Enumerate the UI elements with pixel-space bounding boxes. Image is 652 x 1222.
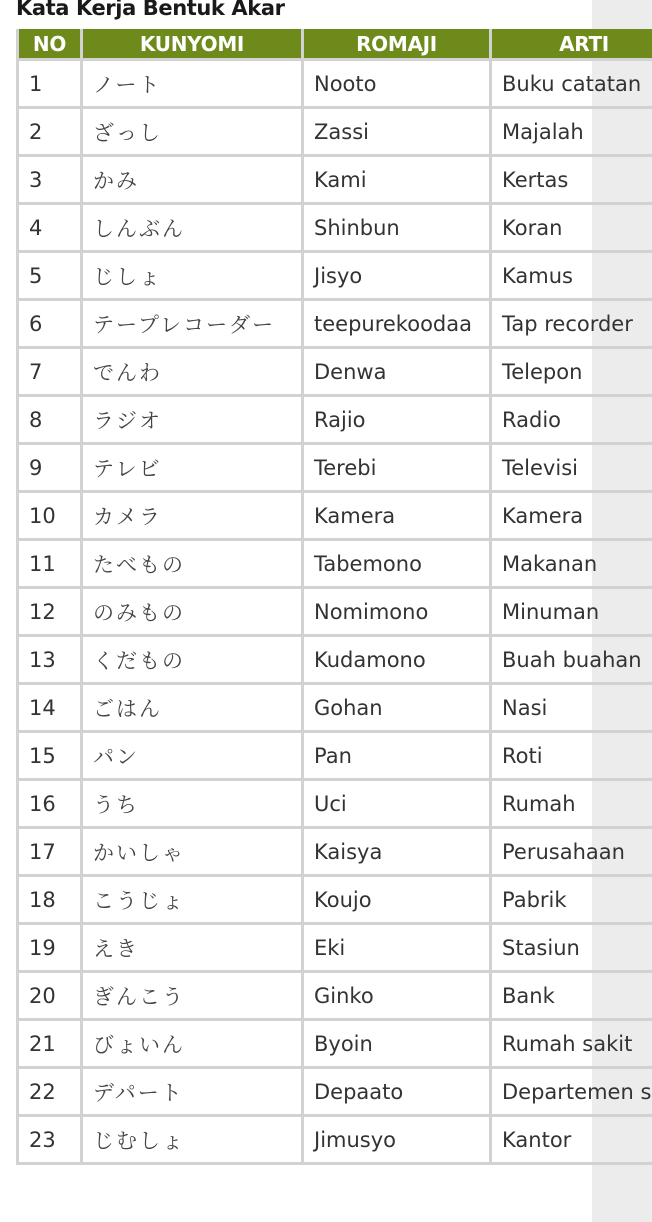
cell-no: 7 [18, 348, 82, 396]
cell-arti: Departemen s [491, 1068, 652, 1116]
cell-romaji: Nomimono [303, 588, 491, 636]
cell-kunyomi: たべもの [82, 540, 303, 588]
cell-romaji: Denwa [303, 348, 491, 396]
cell-kunyomi: ぎんこう [82, 972, 303, 1020]
cell-romaji: Kamera [303, 492, 491, 540]
cell-romaji: Jimusyo [303, 1116, 491, 1164]
cell-romaji: Kaisya [303, 828, 491, 876]
cell-kunyomi: でんわ [82, 348, 303, 396]
cell-romaji: Gohan [303, 684, 491, 732]
cell-no: 5 [18, 252, 82, 300]
cell-no: 11 [18, 540, 82, 588]
cell-kunyomi: のみもの [82, 588, 303, 636]
table-row [18, 252, 652, 300]
cell-no: 16 [18, 780, 82, 828]
cell-romaji: Uci [303, 780, 491, 828]
table-row [18, 492, 652, 540]
cell-no: 4 [18, 204, 82, 252]
cell-romaji: Byoin [303, 1020, 491, 1068]
cell-romaji: Nooto [303, 60, 491, 108]
cell-romaji: Koujo [303, 876, 491, 924]
cell-romaji: Shinbun [303, 204, 491, 252]
cell-arti: Buku catatan [491, 60, 652, 108]
table-row [18, 348, 652, 396]
cell-romaji: Kami [303, 156, 491, 204]
cell-arti: Koran [491, 204, 652, 252]
cell-kunyomi: じむしょ [82, 1116, 303, 1164]
cell-arti: Bank [491, 972, 652, 1020]
cell-romaji: teepurekoodaa [303, 300, 491, 348]
cell-kunyomi: ごはん [82, 684, 303, 732]
cell-arti: Kamera [491, 492, 652, 540]
header-romaji: ROMAJI [303, 29, 491, 60]
cell-arti: Kertas [491, 156, 652, 204]
cell-kunyomi: こうじょ [82, 876, 303, 924]
cell-arti: Buah buahan [491, 636, 652, 684]
cell-no: 13 [18, 636, 82, 684]
table-row [18, 1020, 652, 1068]
cell-kunyomi: かいしゃ [82, 828, 303, 876]
header-no: NO [18, 29, 82, 60]
cell-kunyomi: うち [82, 780, 303, 828]
cell-romaji: Pan [303, 732, 491, 780]
cell-romaji: Tabemono [303, 540, 491, 588]
cell-arti: Kantor [491, 1116, 652, 1164]
cell-no: 8 [18, 396, 82, 444]
cell-arti: Minuman [491, 588, 652, 636]
cell-arti: Nasi [491, 684, 652, 732]
cell-kunyomi: カメラ [82, 492, 303, 540]
cell-kunyomi: えき [82, 924, 303, 972]
cell-romaji: Depaato [303, 1068, 491, 1116]
table-row [18, 1116, 652, 1164]
cell-romaji: Eki [303, 924, 491, 972]
table-row [18, 588, 652, 636]
cell-no: 12 [18, 588, 82, 636]
cell-arti: Telepon [491, 348, 652, 396]
table-row [18, 156, 652, 204]
table-row [18, 636, 652, 684]
cell-no: 2 [18, 108, 82, 156]
cell-no: 17 [18, 828, 82, 876]
cell-arti: Majalah [491, 108, 652, 156]
cell-kunyomi: びょいん [82, 1020, 303, 1068]
table-row [18, 1068, 652, 1116]
cell-arti: Televisi [491, 444, 652, 492]
table-row [18, 300, 652, 348]
cell-romaji: Jisyo [303, 252, 491, 300]
table-body [18, 60, 652, 1164]
cell-no: 3 [18, 156, 82, 204]
table-header [18, 29, 652, 60]
table-row [18, 732, 652, 780]
vocabulary-table [16, 29, 652, 1165]
cell-kunyomi: じしょ [82, 252, 303, 300]
table-row [18, 444, 652, 492]
cell-no: 21 [18, 1020, 82, 1068]
cell-romaji: Rajio [303, 396, 491, 444]
cell-romaji: Terebi [303, 444, 491, 492]
cell-romaji: Kudamono [303, 636, 491, 684]
cell-no: 9 [18, 444, 82, 492]
cell-kunyomi: ラジオ [82, 396, 303, 444]
cell-arti: Rumah sakit [491, 1020, 652, 1068]
table-row [18, 396, 652, 444]
cell-romaji: Zassi [303, 108, 491, 156]
cell-arti: Radio [491, 396, 652, 444]
table-row [18, 108, 652, 156]
cell-no: 10 [18, 492, 82, 540]
header-kunyomi: KUNYOMI [82, 29, 303, 60]
cell-no: 23 [18, 1116, 82, 1164]
cell-no: 14 [18, 684, 82, 732]
cell-kunyomi: デパート [82, 1068, 303, 1116]
cell-kunyomi: ノート [82, 60, 303, 108]
table-row [18, 540, 652, 588]
cell-arti: Roti [491, 732, 652, 780]
cell-arti: Stasiun [491, 924, 652, 972]
cell-no: 22 [18, 1068, 82, 1116]
table-row [18, 780, 652, 828]
cell-no: 6 [18, 300, 82, 348]
cell-no: 15 [18, 732, 82, 780]
cell-no: 1 [18, 60, 82, 108]
cell-no: 20 [18, 972, 82, 1020]
table-row [18, 684, 652, 732]
cell-arti: Makanan [491, 540, 652, 588]
cell-romaji: Ginko [303, 972, 491, 1020]
cell-kunyomi: しんぶん [82, 204, 303, 252]
table-row [18, 60, 652, 108]
cell-kunyomi: テープレコーダー [82, 300, 303, 348]
table-row [18, 204, 652, 252]
cell-kunyomi: ざっし [82, 108, 303, 156]
cell-kunyomi: くだもの [82, 636, 303, 684]
cell-arti: Kamus [491, 252, 652, 300]
table-row [18, 972, 652, 1020]
cell-arti: Pabrik [491, 876, 652, 924]
cell-no: 18 [18, 876, 82, 924]
table-row [18, 876, 652, 924]
header-row [18, 29, 652, 60]
cell-no: 19 [18, 924, 82, 972]
table-row [18, 828, 652, 876]
cell-kunyomi: テレビ [82, 444, 303, 492]
cell-arti: Tap recorder [491, 300, 652, 348]
cell-kunyomi: かみ [82, 156, 303, 204]
table-caption: Kata Kerja Bentuk Akar [16, 0, 285, 20]
cell-arti: Perusahaan [491, 828, 652, 876]
table-row [18, 924, 652, 972]
cell-arti: Rumah [491, 780, 652, 828]
header-arti: ARTI [491, 29, 652, 60]
cell-kunyomi: パン [82, 732, 303, 780]
